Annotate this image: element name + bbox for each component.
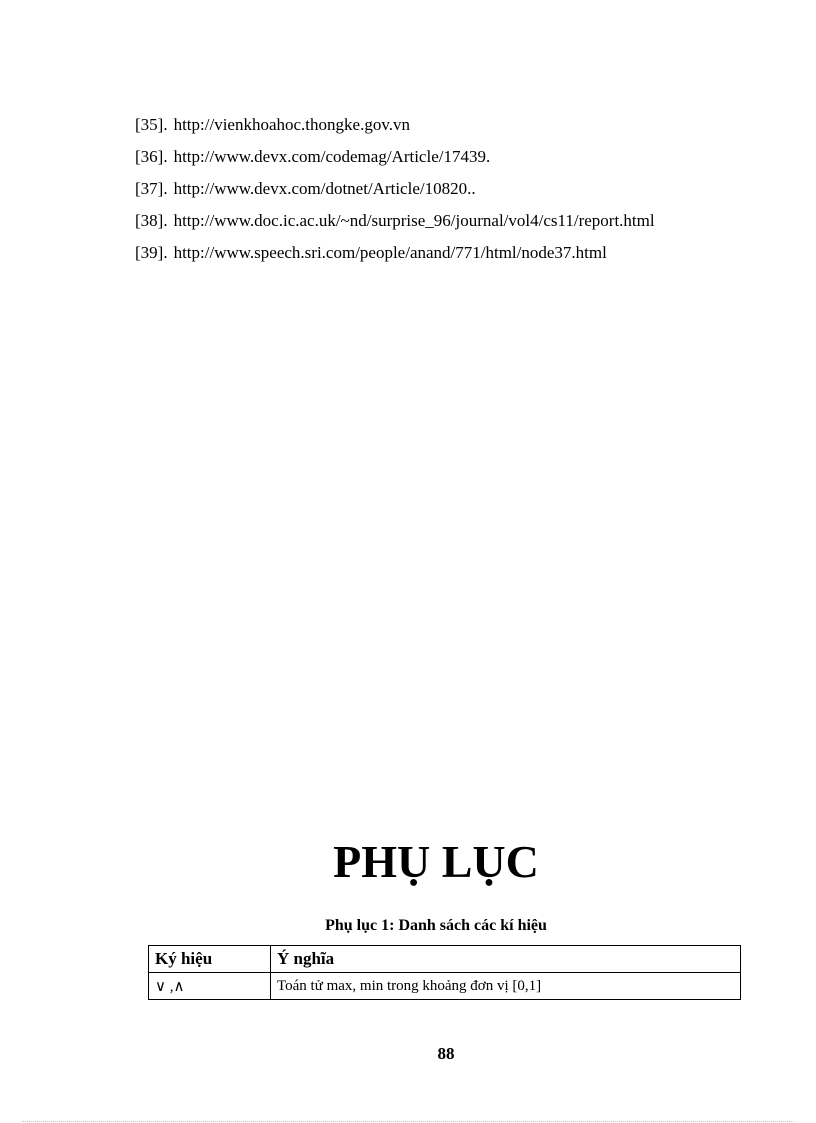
symbols-table bbox=[148, 945, 741, 1000]
references-list bbox=[135, 114, 795, 274]
reference-link[interactable]: http://www.speech.sri.com/people/anand/771/html/node37.html bbox=[173, 243, 607, 262]
reference-item bbox=[135, 242, 795, 264]
reference-link[interactable]: http://www.devx.com/codemag/Article/17439. bbox=[173, 147, 491, 166]
column-header-meaning: Ý nghĩa bbox=[271, 946, 741, 973]
reference-number: [35]. bbox=[135, 115, 168, 134]
reference-number: [36]. bbox=[135, 147, 168, 166]
reference-item bbox=[135, 146, 795, 168]
table-row bbox=[149, 973, 741, 1000]
column-header-symbol: Ký hiệu bbox=[149, 946, 271, 973]
reference-number: [39]. bbox=[135, 243, 168, 262]
table-caption: Phụ lục 1: Danh sách các kí hiệu bbox=[325, 917, 547, 934]
reference-item bbox=[135, 210, 795, 232]
meaning-cell: Toán tử max, min trong khoảng đơn vị [0,1] bbox=[271, 973, 741, 1000]
table-header-row bbox=[149, 946, 741, 973]
reference-link[interactable]: http://www.doc.ic.ac.uk/~nd/surprise_96/journal/vol4/cs11/report.html bbox=[173, 211, 655, 230]
reference-number: [38]. bbox=[135, 211, 168, 230]
reference-link[interactable]: http://vienkhoahoc.thongke.gov.vn bbox=[173, 115, 410, 134]
reference-item bbox=[135, 178, 795, 200]
reference-item bbox=[135, 114, 795, 136]
reference-link[interactable]: http://www.devx.com/dotnet/Article/10820.. bbox=[173, 179, 476, 198]
page-number: 88 bbox=[437, 1044, 455, 1063]
page-bottom-divider bbox=[22, 1121, 794, 1122]
reference-number: [37]. bbox=[135, 179, 168, 198]
symbol-cell: ∨ ,∧ bbox=[149, 973, 271, 1000]
appendix-title: PHỤ LỤC bbox=[333, 836, 539, 887]
